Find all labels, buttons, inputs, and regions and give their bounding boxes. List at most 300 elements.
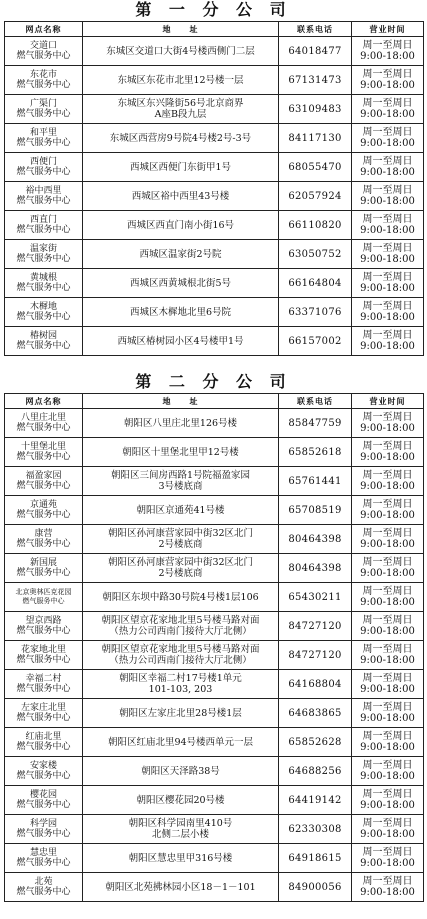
table-row — [5, 240, 424, 269]
name-line: 燃气服务中心 — [16, 713, 71, 723]
name-line: 广渠门 — [29, 99, 57, 109]
address-line: 东城区东花市北里12号楼一层 — [117, 74, 244, 86]
cell-service-center-name — [5, 496, 83, 525]
hours-line: 周一至周日 — [362, 69, 413, 80]
name-line: 温家街 — [29, 244, 57, 254]
header-name: 网点名称 — [5, 394, 83, 409]
cell-address — [83, 757, 279, 786]
address-line: 朝阳区东坝中路30号院4号楼1层106 — [102, 591, 259, 603]
cell-address — [83, 525, 279, 554]
cell-phone: 64018477 — [279, 37, 352, 66]
cell-phone: 66157002 — [279, 327, 352, 356]
table-row — [5, 873, 424, 902]
name-line: 交道口 — [29, 41, 57, 51]
name-line: 燃气服务中心 — [16, 80, 71, 90]
table-row — [5, 327, 424, 356]
header-phone: 联系电话 — [279, 22, 352, 37]
hours-line: 周一至周日 — [362, 615, 413, 626]
section-title-branch-2: 第 二 分 公 司 — [135, 372, 292, 391]
name-line: 西便门 — [29, 157, 57, 167]
header-name: 网点名称 — [5, 22, 83, 37]
cell-service-center-name — [5, 182, 83, 211]
cell-service-center-name — [5, 153, 83, 182]
cell-business-hours — [352, 844, 424, 873]
table-row — [5, 757, 424, 786]
cell-phone: 84900056 — [279, 873, 352, 902]
cell-phone: 65761441 — [279, 467, 352, 496]
cell-service-center-name — [5, 699, 83, 728]
cell-business-hours — [352, 409, 424, 438]
cell-business-hours — [352, 728, 424, 757]
cell-phone: 63371076 — [279, 298, 352, 327]
hours-line: 9:00-18:00 — [360, 341, 415, 352]
address-line: （热力公司西南门接待大厅北侧） — [109, 655, 252, 666]
table-header-row — [5, 22, 424, 37]
address-line: 西城区西直门南小街16号 — [126, 219, 235, 231]
cell-business-hours — [352, 438, 424, 467]
hours-line: 周一至周日 — [362, 818, 413, 829]
cell-service-center-name — [5, 873, 83, 902]
cell-phone: 65708519 — [279, 496, 352, 525]
name-line: 北京奥林匹克花园 — [15, 588, 72, 596]
table-header-row — [5, 394, 424, 409]
cell-service-center-name — [5, 815, 83, 844]
name-line: 西直门 — [29, 215, 57, 225]
name-line: 燃气服务中心 — [16, 283, 71, 293]
cell-business-hours — [352, 786, 424, 815]
section-title-branch-1: 第 一 分 公 司 — [135, 0, 292, 19]
table-row — [5, 298, 424, 327]
cell-service-center-name — [5, 327, 83, 356]
table-row — [5, 269, 424, 298]
address-line: 3号楼底商 — [158, 481, 203, 492]
address-line: 朝阳区十里堡北里甲12号楼 — [122, 446, 239, 458]
hours-line: 9:00-18:00 — [360, 481, 415, 492]
name-line: 幸福二村 — [25, 674, 62, 684]
cell-business-hours — [352, 37, 424, 66]
table-row — [5, 699, 424, 728]
address-line: A座B段九层 — [154, 109, 207, 120]
cell-service-center-name — [5, 37, 83, 66]
name-line: 椿树园 — [29, 331, 57, 341]
table-row — [5, 525, 424, 554]
name-line: 十里堡北里 — [20, 442, 66, 452]
cell-phone: 64419142 — [279, 786, 352, 815]
table-row — [5, 153, 424, 182]
hours-line: 周一至周日 — [362, 98, 413, 109]
table-row — [5, 211, 424, 240]
address-line: 朝阳区孙河康营家园中街32区北门 — [107, 557, 254, 568]
name-line: 新国展 — [29, 558, 57, 568]
name-line: 左家庄北里 — [20, 703, 66, 713]
header-address: 地 址 — [83, 394, 279, 409]
table-row — [5, 583, 424, 612]
cell-business-hours — [352, 699, 424, 728]
name-line: 慧忠里 — [29, 848, 57, 858]
section-spacer — [0, 356, 427, 371]
table-row — [5, 95, 424, 124]
cell-service-center-name — [5, 612, 83, 641]
address-line: 朝阳区孙河康营家园中街32区北门 — [107, 528, 254, 539]
name-line: 燃气服务中心 — [16, 510, 71, 520]
name-line: 燃气服务中心 — [16, 887, 71, 897]
address-line: 101-103, 203 — [148, 684, 213, 695]
name-line: 燃气服务中心 — [16, 341, 71, 351]
cell-address — [83, 670, 279, 699]
cell-business-hours — [352, 815, 424, 844]
hours-line: 周一至周日 — [362, 243, 413, 254]
cell-phone: 84727120 — [279, 612, 352, 641]
service-center-table-branch-1 — [4, 21, 424, 356]
cell-business-hours — [352, 641, 424, 670]
hours-line: 9:00-18:00 — [360, 829, 415, 840]
table-row — [5, 815, 424, 844]
hours-line: 周一至周日 — [362, 702, 413, 713]
table-row — [5, 409, 424, 438]
hours-line: 周一至周日 — [362, 156, 413, 167]
hours-line: 9:00-18:00 — [360, 452, 415, 463]
cell-service-center-name — [5, 728, 83, 757]
address-line: 朝阳区望京花家地北里5号楼马路对面 — [101, 644, 260, 655]
hours-line: 9:00-18:00 — [360, 771, 415, 782]
name-line: 燃气服务中心 — [16, 568, 71, 578]
address-line: 朝阳区科学园南里410号 — [128, 818, 233, 829]
cell-phone: 63109483 — [279, 95, 352, 124]
name-line: 燃气服务中心 — [16, 626, 71, 636]
name-line: 东花市 — [29, 70, 57, 80]
name-line: 燃气服务中心 — [16, 167, 71, 177]
hours-line: 周一至周日 — [362, 441, 413, 452]
cell-address — [83, 873, 279, 902]
cell-service-center-name — [5, 786, 83, 815]
hours-line: 9:00-18:00 — [360, 167, 415, 178]
cell-address — [83, 37, 279, 66]
name-line: 燃气服务中心 — [16, 138, 71, 148]
cell-address — [83, 467, 279, 496]
cell-business-hours — [352, 66, 424, 95]
hours-line: 9:00-18:00 — [360, 423, 415, 434]
cell-address — [83, 438, 279, 467]
hours-line: 周一至周日 — [362, 272, 413, 283]
cell-business-hours — [352, 496, 424, 525]
cell-phone: 84727120 — [279, 641, 352, 670]
cell-address — [83, 844, 279, 873]
cell-service-center-name — [5, 641, 83, 670]
name-line: 黄城根 — [29, 273, 57, 283]
cell-phone: 64683865 — [279, 699, 352, 728]
hours-line: 9:00-18:00 — [360, 858, 415, 869]
cell-phone: 85847759 — [279, 409, 352, 438]
hours-line: 周一至周日 — [362, 185, 413, 196]
table-row — [5, 728, 424, 757]
cell-address — [83, 327, 279, 356]
cell-business-hours — [352, 269, 424, 298]
table-body — [5, 37, 424, 356]
table-row — [5, 37, 424, 66]
cell-service-center-name — [5, 124, 83, 153]
header-hours: 营业时间 — [352, 394, 424, 409]
header-address: 地 址 — [83, 22, 279, 37]
cell-phone: 62057924 — [279, 182, 352, 211]
cell-service-center-name — [5, 240, 83, 269]
cell-address — [83, 728, 279, 757]
cell-business-hours — [352, 95, 424, 124]
hours-line: 周一至周日 — [362, 330, 413, 341]
table-row — [5, 182, 424, 211]
cell-phone: 68055470 — [279, 153, 352, 182]
address-line: 朝阳区京通苑41号楼 — [136, 504, 225, 516]
cell-service-center-name — [5, 95, 83, 124]
cell-phone: 65852628 — [279, 728, 352, 757]
hours-line: 9:00-18:00 — [360, 225, 415, 236]
cell-business-hours — [352, 670, 424, 699]
cell-address — [83, 182, 279, 211]
table-row — [5, 496, 424, 525]
cell-business-hours — [352, 124, 424, 153]
hours-line: 9:00-18:00 — [360, 109, 415, 120]
cell-service-center-name — [5, 670, 83, 699]
name-line: 燃气服务中心 — [16, 539, 71, 549]
name-line: 北苑 — [34, 877, 53, 887]
cell-address — [83, 583, 279, 612]
hours-line: 9:00-18:00 — [360, 742, 415, 753]
address-line: 朝阳区慧忠里甲316号楼 — [128, 852, 233, 864]
hours-line: 周一至周日 — [362, 760, 413, 771]
hours-line: 周一至周日 — [362, 557, 413, 568]
name-line: 望京西路 — [25, 616, 62, 626]
name-line: 燃气服务中心 — [16, 771, 71, 781]
address-line: 西城区温家街2号院 — [139, 248, 222, 260]
hours-line: 周一至周日 — [362, 876, 413, 887]
hours-line: 9:00-18:00 — [360, 312, 415, 323]
hours-line: 9:00-18:00 — [360, 51, 415, 62]
address-line: 西城区裕中西里43号楼 — [131, 190, 230, 202]
hours-line: 周一至周日 — [362, 847, 413, 858]
table-row — [5, 844, 424, 873]
cell-address — [83, 124, 279, 153]
address-line: 朝阳区红庙北里94号楼西单元一层 — [107, 736, 254, 748]
name-line: 燃气服务中心 — [16, 312, 71, 322]
hours-line: 周一至周日 — [362, 470, 413, 481]
hours-line: 周一至周日 — [362, 412, 413, 423]
table-row — [5, 670, 424, 699]
cell-phone: 62330308 — [279, 815, 352, 844]
cell-service-center-name — [5, 409, 83, 438]
address-line: 朝阳区幸福二村17号楼1单元 — [119, 673, 242, 684]
cell-phone: 65430211 — [279, 583, 352, 612]
name-line: 燃气服务中心 — [16, 196, 71, 206]
cell-address — [83, 298, 279, 327]
cell-phone: 80464398 — [279, 525, 352, 554]
hours-line: 周一至周日 — [362, 789, 413, 800]
table-row — [5, 124, 424, 153]
cell-service-center-name — [5, 438, 83, 467]
address-line: 朝阳区樱花园20号楼 — [136, 794, 225, 806]
address-line: 北侧二层小楼 — [151, 829, 209, 840]
table-row — [5, 786, 424, 815]
cell-service-center-name — [5, 583, 83, 612]
cell-business-hours — [352, 298, 424, 327]
hours-line: 9:00-18:00 — [360, 196, 415, 207]
cell-service-center-name — [5, 66, 83, 95]
name-line: 木樨地 — [29, 302, 57, 312]
hours-line: 9:00-18:00 — [360, 568, 415, 579]
cell-business-hours — [352, 583, 424, 612]
service-center-table-branch-2 — [4, 393, 424, 902]
address-line: 朝阳区天泽路38号 — [141, 765, 220, 777]
cell-service-center-name — [5, 554, 83, 583]
address-line: 东城区西营房9号院4号楼2号-3号 — [109, 132, 252, 144]
hours-line: 9:00-18:00 — [360, 626, 415, 637]
cell-phone: 65852618 — [279, 438, 352, 467]
cell-address — [83, 554, 279, 583]
name-line: 裕中西里 — [25, 186, 62, 196]
hours-line: 周一至周日 — [362, 731, 413, 742]
name-line: 燃气服务中心 — [16, 655, 71, 665]
address-line: 西城区西黄城根北街5号 — [129, 277, 232, 289]
cell-address — [83, 95, 279, 124]
cell-service-center-name — [5, 467, 83, 496]
address-line: 西城区椿树园小区4号楼甲1号 — [117, 335, 244, 347]
name-line: 燃气服务中心 — [16, 254, 71, 264]
hours-line: 9:00-18:00 — [360, 80, 415, 91]
cell-service-center-name — [5, 269, 83, 298]
cell-phone: 64688256 — [279, 757, 352, 786]
name-line: 燃气服务中心 — [16, 481, 71, 491]
cell-business-hours — [352, 240, 424, 269]
name-line: 燃气服务中心 — [16, 225, 71, 235]
address-line: 2号楼底商 — [158, 539, 203, 550]
cell-address — [83, 699, 279, 728]
address-line: 朝阳区三间房西路1号院福盈家园 — [110, 470, 251, 481]
name-line: 燃气服务中心 — [16, 109, 71, 119]
cell-business-hours — [352, 554, 424, 583]
cell-business-hours — [352, 757, 424, 786]
cell-phone: 67131473 — [279, 66, 352, 95]
table-row — [5, 66, 424, 95]
cell-address — [83, 240, 279, 269]
cell-phone: 64918615 — [279, 844, 352, 873]
cell-service-center-name — [5, 844, 83, 873]
name-line: 燃气服务中心 — [22, 597, 65, 605]
cell-address — [83, 612, 279, 641]
name-line: 燃气服务中心 — [16, 800, 71, 810]
hours-line: 周一至周日 — [362, 528, 413, 539]
cell-business-hours — [352, 211, 424, 240]
cell-business-hours — [352, 327, 424, 356]
cell-business-hours — [352, 612, 424, 641]
hours-line: 9:00-18:00 — [360, 597, 415, 608]
name-line: 燃气服务中心 — [16, 452, 71, 462]
table-row — [5, 467, 424, 496]
address-line: 东城区交道口大街4号楼西侧门二层 — [106, 45, 255, 57]
cell-phone: 84117130 — [279, 124, 352, 153]
header-phone: 联系电话 — [279, 394, 352, 409]
table-row — [5, 554, 424, 583]
name-line: 福盈家园 — [25, 471, 62, 481]
hours-line: 周一至周日 — [362, 673, 413, 684]
hours-line: 周一至周日 — [362, 127, 413, 138]
cell-address — [83, 211, 279, 240]
cell-service-center-name — [5, 757, 83, 786]
hours-line: 9:00-18:00 — [360, 800, 415, 811]
cell-phone: 63050752 — [279, 240, 352, 269]
table-row — [5, 438, 424, 467]
cell-phone: 66110820 — [279, 211, 352, 240]
name-line: 燃气服务中心 — [16, 858, 71, 868]
name-line: 燃气服务中心 — [16, 684, 71, 694]
cell-service-center-name — [5, 525, 83, 554]
hours-line: 9:00-18:00 — [360, 887, 415, 898]
header-hours: 营业时间 — [352, 22, 424, 37]
hours-line: 周一至周日 — [362, 499, 413, 510]
name-line: 八里庄北里 — [20, 413, 66, 423]
hours-line: 9:00-18:00 — [360, 510, 415, 521]
name-line: 科学园 — [29, 819, 57, 829]
hours-line: 9:00-18:00 — [360, 539, 415, 550]
cell-phone: 80464398 — [279, 554, 352, 583]
cell-address — [83, 269, 279, 298]
cell-business-hours — [352, 153, 424, 182]
cell-business-hours — [352, 873, 424, 902]
hours-line: 9:00-18:00 — [360, 655, 415, 666]
address-line: 东城区东兴隆街56号北京商界 — [117, 98, 244, 109]
cell-business-hours — [352, 467, 424, 496]
hours-line: 周一至周日 — [362, 40, 413, 51]
cell-address — [83, 409, 279, 438]
address-line: 朝阳区八里庄北里126号楼 — [123, 417, 238, 429]
name-line: 红庙北里 — [25, 732, 62, 742]
table-row — [5, 641, 424, 670]
cell-address — [83, 641, 279, 670]
hours-line: 9:00-18:00 — [360, 713, 415, 724]
name-line: 康营 — [34, 529, 53, 539]
name-line: 和平里 — [29, 128, 57, 138]
address-line: （热力公司西南门接待大厅北侧） — [109, 626, 252, 637]
hours-line: 周一至周日 — [362, 301, 413, 312]
cell-service-center-name — [5, 298, 83, 327]
cell-address — [83, 496, 279, 525]
cell-address — [83, 153, 279, 182]
address-line: 西城区西便门东街甲1号 — [129, 161, 232, 173]
cell-phone: 64168804 — [279, 670, 352, 699]
cell-service-center-name — [5, 211, 83, 240]
table-body — [5, 409, 424, 902]
hours-line: 周一至周日 — [362, 214, 413, 225]
hours-line: 9:00-18:00 — [360, 138, 415, 149]
name-line: 安家楼 — [29, 761, 57, 771]
cell-address — [83, 66, 279, 95]
name-line: 樱花园 — [29, 790, 57, 800]
name-line: 燃气服务中心 — [16, 829, 71, 839]
cell-business-hours — [352, 525, 424, 554]
hours-line: 周一至周日 — [362, 644, 413, 655]
address-line: 朝阳区望京花家地北里5号楼马路对面 — [101, 615, 260, 626]
cell-address — [83, 786, 279, 815]
name-line: 燃气服务中心 — [16, 742, 71, 752]
address-line: 朝阳区北苑拂林园小区18－1－101 — [105, 881, 256, 893]
cell-business-hours — [352, 182, 424, 211]
hours-line: 9:00-18:00 — [360, 254, 415, 265]
hours-line: 9:00-18:00 — [360, 283, 415, 294]
cell-address — [83, 815, 279, 844]
table-row — [5, 612, 424, 641]
address-line: 朝阳区左家庄北里28号楼1层 — [119, 707, 242, 719]
name-line: 京通苑 — [29, 500, 57, 510]
name-line: 燃气服务中心 — [16, 423, 71, 433]
address-line: 西城区木樨地北里6号院 — [129, 306, 232, 318]
cell-phone: 66164804 — [279, 269, 352, 298]
